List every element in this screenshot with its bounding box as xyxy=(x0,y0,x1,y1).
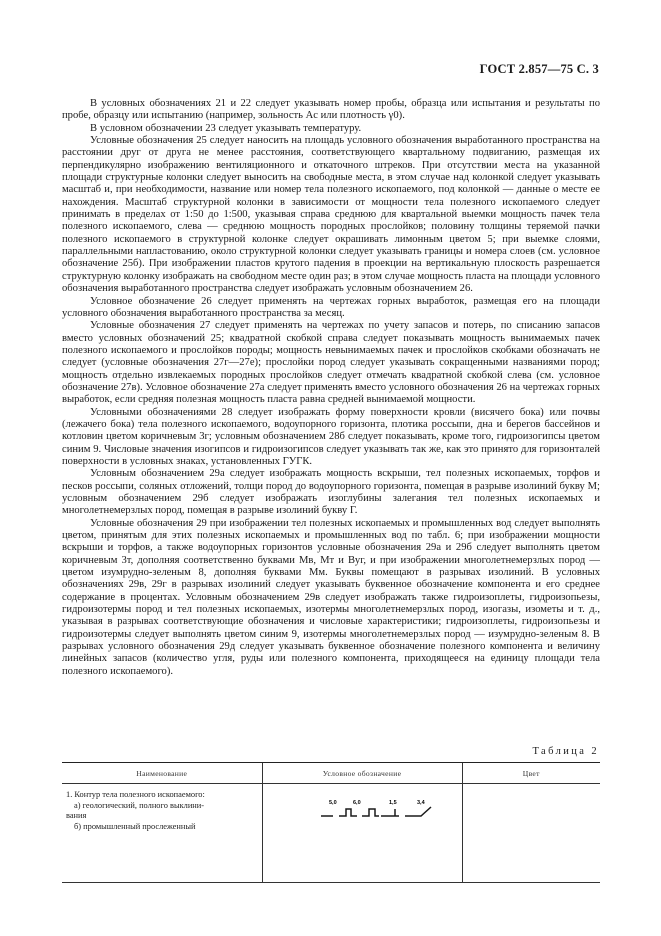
paragraph: Условные обозначения 25 следует наносить на площадь условного обозначения выработанного пространства на расстоянии друг от друга не менее расстояния, соответствующего квартальному подвиганию, размещая их перпендикулярно изображению вентиляционного и откаточного штреков. При отсутствии места на указанной площади структурные колонки следует выносить на свободные места, в этом случае над колонкой следует указывать масштаб и, при необходимости, название или номер тела полезного ископаемого, под колонкой — данные о месте ее нахождения. Масштаб структурной колонки в зависимости от мощности тела полезного ископаемого следует принимать в пределах от 1:50 до 1:500, указывая справа среднюю для квартальной выемки мощность пачек тела полезного ископаемого, слева — среднюю мощность породных прослойков; половину толщины теряемой пачки полезного ископаемого в структурной колонке следует окрашивать лимонным цветом 5; при выемке слоями, параллельными напластованию, около структурной колонки следует указывать границы и номера слоев (см. условное обозначение 25б). При изображении пластов крутого падения в проекции на вертикальную плоскость разрешается структурную колонку изображать на свободном месте один раз; в этом случае мощность пласта на площади условного обозначения выработанного пространства следует изображать условным обозначением 26. xyxy=(62,135,600,295)
paragraph: В условных обозначениях 21 и 22 следует указывать номер пробы, образца или испытания и результаты по пробе, образцу или испытанию (например, зольность Aс или плотность γ0). xyxy=(62,98,600,122)
paragraph: В условном обозначении 23 следует указывать температуру. xyxy=(90,122,362,134)
row-name-line: б) промышленный прослеженный xyxy=(74,821,196,831)
column-header-color: Цвет xyxy=(462,763,600,784)
dimension-label: 1,5 xyxy=(388,800,397,806)
dimension-label: 6,0 xyxy=(352,800,361,806)
contour-line-mark xyxy=(321,807,431,816)
page-header: ГОСТ 2.857—75 С. 3 xyxy=(479,62,599,76)
dimension-label: 3,4 xyxy=(416,800,425,806)
table-caption: Таблица 2 xyxy=(532,746,599,757)
paragraph: Условными обозначениями 28 следует изображать форму поверхности кровли (висячего бока) или почвы (лежачего бока) тела полезного ископаемого, водоупорного горизонта, плотика россыпи, дна и берегов бассейнов и котловин цветом коричневым 3г; условным обозначением 28б следует показывать, кроме того, гидроизогипсы цветом синим 9. Числовые значения изогипсов и гидроизогипсов следует указывать так же, как это принято для горизонталей поверхности в условных знаках, установленных ГУГК. xyxy=(62,406,600,467)
cell-name xyxy=(62,784,262,883)
row-name-line: вания xyxy=(66,811,87,820)
paragraph: Условное обозначение 26 следует применять на чертежах горных выработок, размещая его на площади условного обозначения выработанного пространства за месяц. xyxy=(62,295,600,319)
table-header-row xyxy=(62,763,600,784)
row-name-line: 1. Контур тела полезного ископаемого: xyxy=(66,790,205,799)
body-text xyxy=(62,98,600,678)
row-name-line: а) геологический, полного выклини- xyxy=(74,800,205,810)
cell-color xyxy=(462,784,600,883)
table-2 xyxy=(62,762,600,883)
column-header-name: Наименование xyxy=(62,763,262,784)
column-header-symbol: Условное обозначение xyxy=(262,763,462,784)
table-row xyxy=(62,784,600,883)
paragraph: Условные обозначения 27 следует применять на чертежах по учету запасов и потерь, по списанию запасов вместо условных обозначений 25; квадратной скобкой справа следует показывать мощность вынимаемых пачек полезного ископаемого и прослойков породы; мощность невынимаемых пачек и прослойков скобками обозначать не следует (условные обозначения 27г—27е); прослойки пород следует указывать сокращенными названиями пород; мощность отдельно извлекаемых породных прослойков следует отмечать квадратной скобкой слева (см. условное обозначение 27в). Условное обозначение 27а следует применять вместо условного обозначения 26 на чертежах горных выработок, если средняя полезная мощность пласта равна средней вынимаемой мощности. xyxy=(62,320,600,406)
paragraph: Условным обозначением 29а следует изображать мощность вскрыши, тел полезных ископаемых, торфов и песков россыпи, соляных отложений, толщи пород до водоупорного горизонта, помещая в разрыве изолиний букву М; условным обозначением 29б следует изображать изоглубины залегания тел полезных ископаемых и многолетнемерзлых пород, помещая в разрыве изолиний букву Г. xyxy=(62,468,600,517)
dimension-label: 5,0 xyxy=(328,800,337,806)
contour-symbol-graphic xyxy=(319,798,439,822)
paragraph: Условные обозначения 29 при изображении тел полезных ископаемых и промышленных вод следует выполнять цветом, принятым для этих полезных ископаемых и промышленных вод по табл. 6; при изображении мощности вскрыши и торфов, а также водоупорных горизонтов условные обозначения 29а и 29б следует выполнять цветом коричневым 3т, дополняя соответственно буквами Мв, Мт и Вуг, и при изображении многолетнемерзлых пород — цветом изумрудно-зеленым 8, дополняя буквами Мм. Буквы помещают в разрывах изолиний. В условных обозначениях 29в, 29г в разрывах изолиний следует указывать буквенное обозначение компонента и его среднее содержание в процентах. Условным обозначением 29в следует изображать также гидроизоплеты, гидроизопьезы, гидроизотермы пород и тел полезных ископаемых, изотермы многолетнемерзлых пород, изогазы, изометы и т. д., указывая в разрывах соответствующие обозначения и числовые характеристики; гидроизоплеты, гидроизопьезы и гидроизотермы следует выполнять цветом синим 9, изотермы многолетнемерзлых пород — изумрудно-зеленым 8. В разрывах условного обозначения 29д следует указывать буквенное обозначение полезного компонента и величину линейных запасов (количество угля, руды или полезного компонента, приходящееся на единицу площади тела полезного ископаемого). xyxy=(62,517,600,677)
cell-symbol xyxy=(262,784,462,883)
